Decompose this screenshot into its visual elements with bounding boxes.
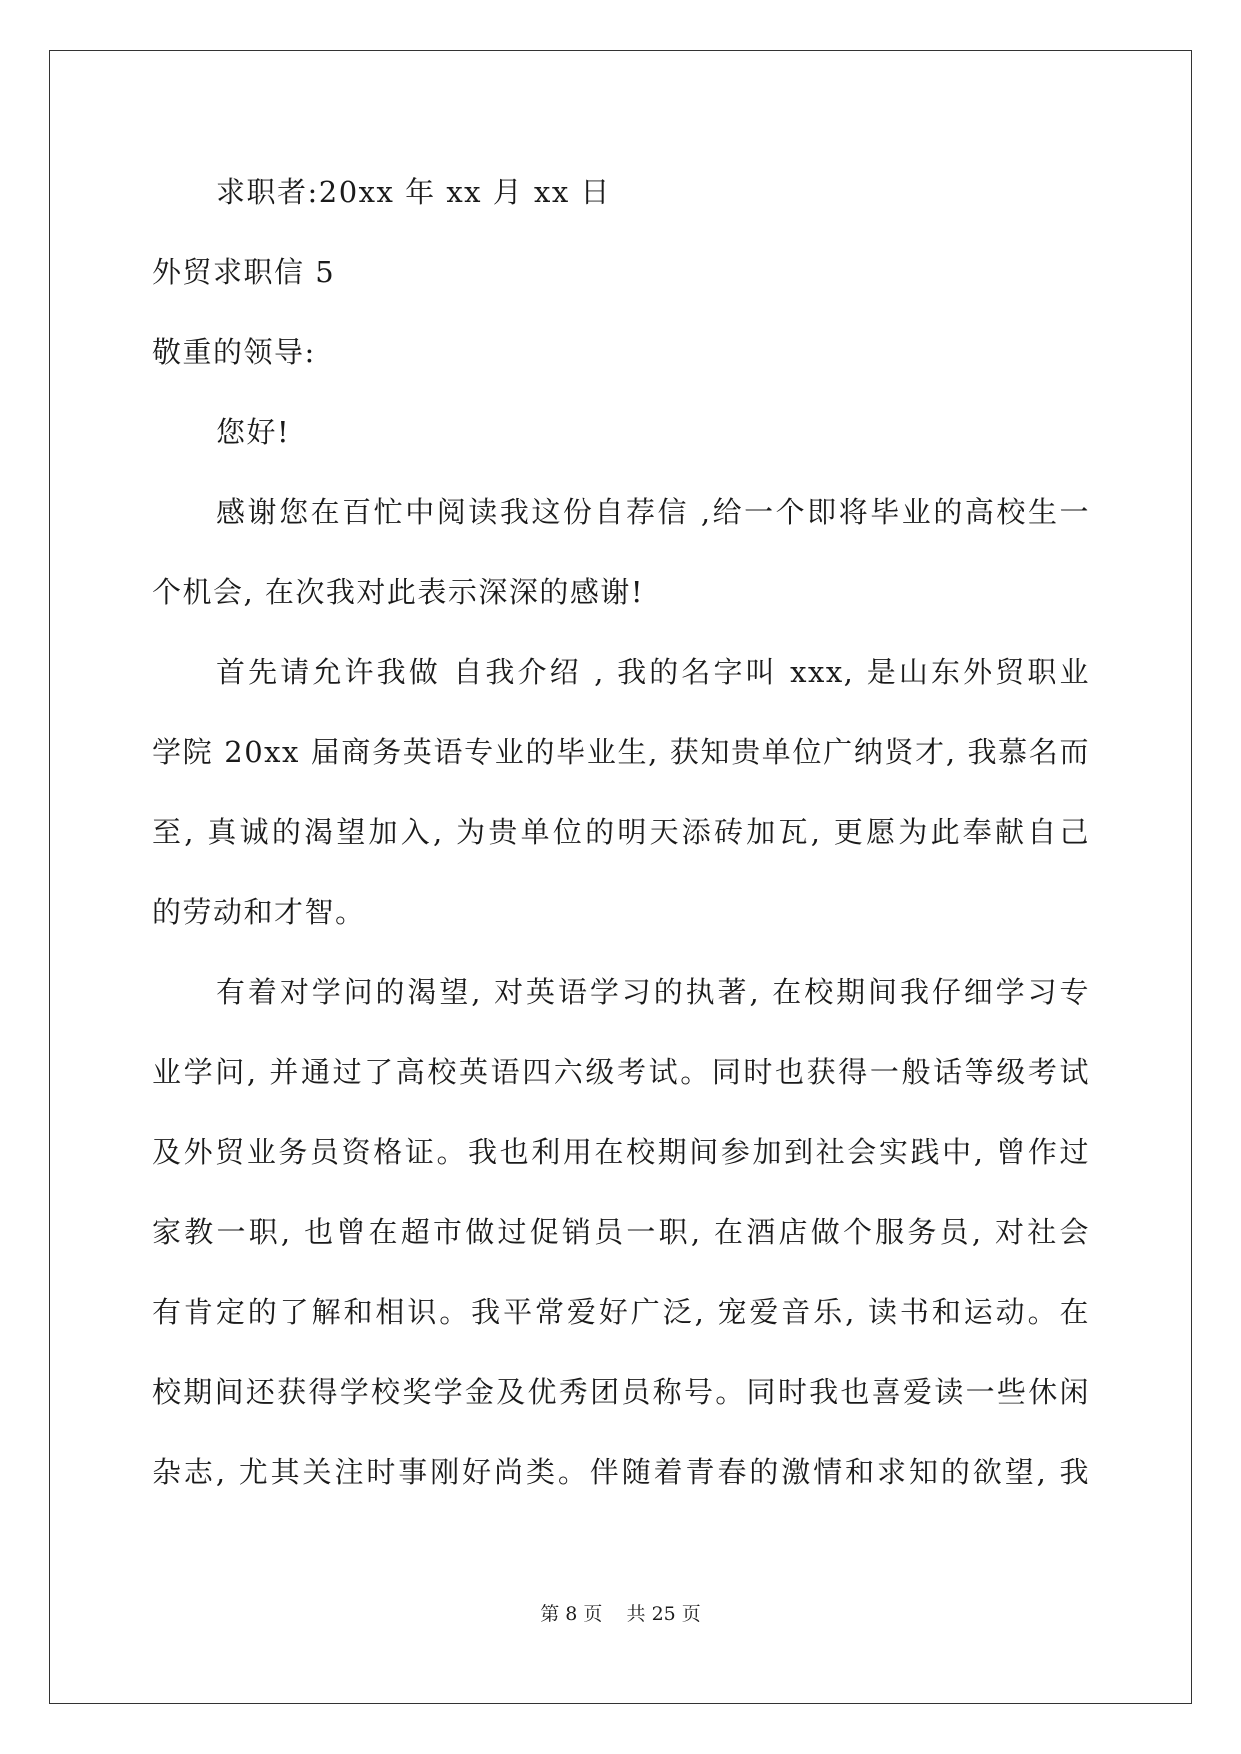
page-number-footer: 第 8 页 共 25 页 (540, 1603, 701, 1625)
letter-body (152, 160, 1090, 1504)
paragraph-line: 学院 20xx 届商务英语专业的毕业生, 获知贵单位广纳贤才, 我慕名而 (152, 735, 1090, 769)
paragraph-line: 个机会, 在次我对此表示深深的感谢! (152, 575, 645, 609)
salutation: 敬重的领导: (152, 335, 316, 369)
signature-date-line: 求职者:20xx 年 xx 月 xx 日 (216, 175, 611, 209)
greeting: 您好! (216, 415, 291, 449)
paragraph-line: 业学问, 并通过了高校英语四六级考试。同时也获得一般话等级考试 (152, 1055, 1090, 1089)
paragraph-line: 杂志, 尤其关注时事刚好尚类。伴随着青春的激情和求知的欲望, 我 (152, 1455, 1090, 1489)
paragraph-line: 有着对学问的渴望, 对英语学习的执著, 在校期间我仔细学习专 (216, 975, 1090, 1009)
paragraph-line: 校期间还获得学校奖学金及优秀团员称号。同时我也喜爱读一些休闲 (152, 1375, 1090, 1409)
paragraph-line: 至, 真诚的渴望加入, 为贵单位的明天添砖加瓦, 更愿为此奉献自己 (152, 815, 1090, 849)
paragraph-line: 家教一职, 也曾在超市做过促销员一职, 在酒店做个服务员, 对社会 (152, 1215, 1090, 1249)
paragraph-line: 有肯定的了解和相识。我平常爱好广泛, 宠爱音乐, 读书和运动。在 (152, 1295, 1090, 1329)
paragraph-line: 感谢您在百忙中阅读我这份自荐信 ,给一个即将毕业的高校生一 (216, 495, 1090, 529)
letter-heading: 外贸求职信 5 (152, 255, 336, 289)
paragraph-line: 及外贸业务员资格证。我也利用在校期间参加到社会实践中, 曾作过 (152, 1135, 1090, 1169)
paragraph-line: 首先请允许我做 自我介绍 , 我的名字叫 xxx, 是山东外贸职业 (216, 655, 1090, 689)
paragraph-line: 的劳动和才智。 (152, 895, 366, 929)
